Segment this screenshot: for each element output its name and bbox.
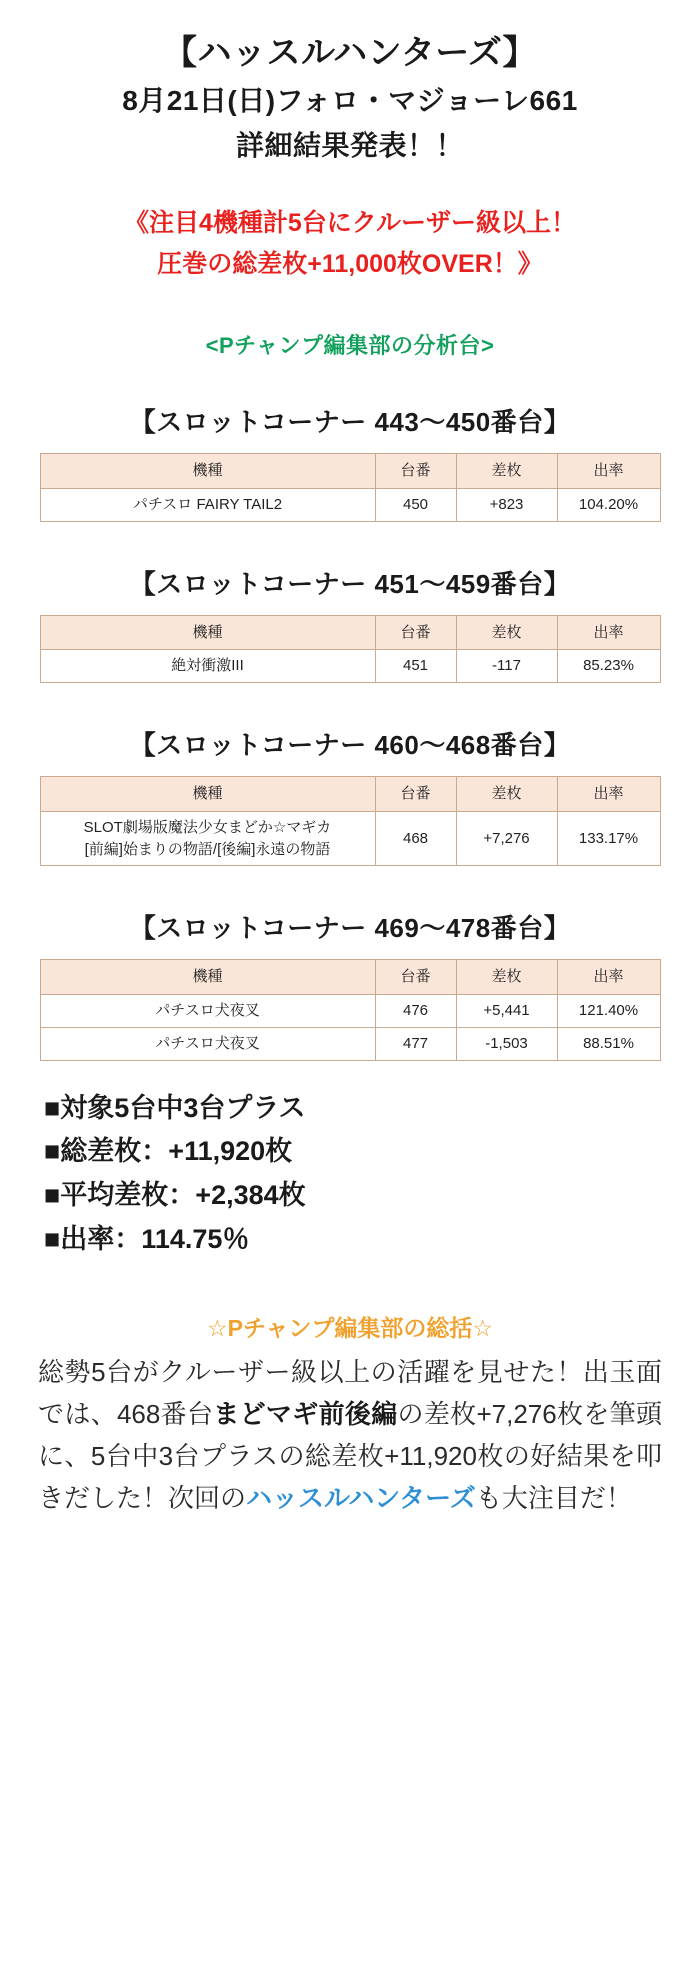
- results-table-3: [40, 776, 661, 866]
- header-rate: 出率: [557, 615, 660, 650]
- title-line-2: 8月21日(日)フォロ・マジョーレ661: [122, 85, 578, 116]
- summary-list: [44, 1087, 670, 1262]
- cell-number: 476: [375, 995, 456, 1028]
- highlight-line-2: 圧巻の総差枚+11,000枚OVER！》: [157, 249, 543, 278]
- cell-rate: 104.20%: [557, 488, 660, 521]
- header-number: 台番: [375, 454, 456, 489]
- title-line-1: 【ハッスルハンターズ】: [162, 34, 538, 72]
- header-machine: 機種: [40, 960, 375, 995]
- section-heading-2: 【スロットコーナー 451〜459番台】: [129, 568, 571, 599]
- cell-machine: 絶対衝激III: [40, 650, 375, 683]
- conclusion-text-1: 総勢5台がクルーザー級以上の活躍を見せた！出玉面では、468番台: [38, 1356, 662, 1429]
- machine-name-line-1: SLOT劇場版魔法少女まどか☆マギカ: [83, 818, 332, 836]
- summary-item-payout-rate: ■出率：114.75％: [44, 1223, 250, 1254]
- summary-item-plus-count: ■対象5台中3台プラス: [44, 1092, 306, 1123]
- header-machine: 機種: [40, 615, 375, 650]
- section-heading-1: 【スロットコーナー 443〜450番台】: [129, 407, 571, 438]
- table-row: [40, 995, 660, 1028]
- results-table-4: [40, 959, 661, 1060]
- analysis-subheading: <Pチャンプ編集部の分析台>: [205, 333, 495, 359]
- table-header-row: [40, 960, 660, 995]
- cell-machine: パチスロ犬夜叉: [40, 1027, 375, 1060]
- cell-number: 477: [375, 1027, 456, 1060]
- cell-machine: パチスロ FAIRY TAIL2: [40, 488, 375, 521]
- header-machine: 機種: [40, 777, 375, 812]
- header-diff: 差枚: [456, 777, 557, 812]
- cell-diff: +5,441: [456, 995, 557, 1028]
- cell-diff: +823: [456, 488, 557, 521]
- header-rate: 出率: [557, 960, 660, 995]
- cell-rate: 133.17%: [557, 811, 660, 866]
- table-row: [40, 811, 660, 866]
- table-header-row: [40, 615, 660, 650]
- section-heading-3: 【スロットコーナー 460〜468番台】: [129, 730, 571, 761]
- summary-item-total-diff: ■総差枚：+11,920枚: [44, 1136, 293, 1167]
- table-row: [40, 650, 660, 683]
- conclusion-text-3: も大注目だ！: [475, 1482, 632, 1513]
- cell-rate: 121.40%: [557, 995, 660, 1028]
- highlight-banner: [30, 203, 670, 286]
- table-header-row: [40, 454, 660, 489]
- results-table-2: [40, 615, 661, 684]
- header-diff: 差枚: [456, 454, 557, 489]
- header-machine: 機種: [40, 454, 375, 489]
- header-diff: 差枚: [456, 615, 557, 650]
- cell-diff: +7,276: [456, 811, 557, 866]
- cell-rate: 88.51%: [557, 1027, 660, 1060]
- section-heading-4: 【スロットコーナー 469〜478番台】: [129, 913, 571, 944]
- table-row: [40, 488, 660, 521]
- conclusion-bold-term: まどマギ前後編: [213, 1398, 398, 1429]
- cell-rate: 85.23%: [557, 650, 660, 683]
- cell-number: 468: [375, 811, 456, 866]
- page-title: [30, 28, 670, 169]
- header-rate: 出率: [557, 777, 660, 812]
- header-diff: 差枚: [456, 960, 557, 995]
- header-number: 台番: [375, 615, 456, 650]
- table-row: [40, 1027, 660, 1060]
- title-line-3: 詳細結果発表！！: [235, 129, 464, 161]
- conclusion-brand-link[interactable]: ハッスルハンターズ: [246, 1482, 476, 1513]
- cell-machine: パチスロ犬夜叉: [40, 995, 375, 1028]
- results-table-1: [40, 453, 661, 522]
- header-rate: 出率: [557, 454, 660, 489]
- conclusion-body: [30, 1351, 670, 1519]
- conclusion-heading: ☆Pチャンプ編集部の総括☆: [207, 1314, 493, 1341]
- header-number: 台番: [375, 777, 456, 812]
- cell-diff: -1,503: [456, 1027, 557, 1060]
- cell-number: 450: [375, 488, 456, 521]
- cell-machine: [40, 811, 375, 866]
- machine-name-line-2: [前編]始まりの物語/[後編]永遠の物語: [84, 840, 331, 858]
- highlight-line-1: 《注目4機種計5台にクルーザー級以上！: [123, 208, 577, 237]
- summary-item-average-diff: ■平均差枚：+2,384枚: [44, 1180, 306, 1211]
- cell-number: 451: [375, 650, 456, 683]
- conclusion-text-2: の差枚+7,276枚を筆頭に、5台中3台プラスの総差枚+11,920枚の好結果を叩きだした！次回の: [38, 1398, 662, 1513]
- header-number: 台番: [375, 960, 456, 995]
- cell-diff: -117: [456, 650, 557, 683]
- table-header-row: [40, 777, 660, 812]
